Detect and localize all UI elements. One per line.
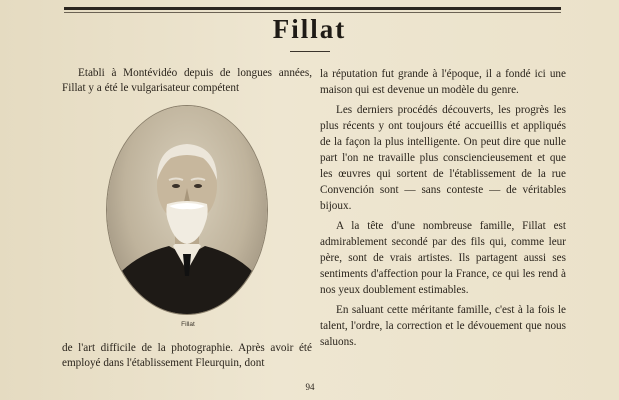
right-paragraph-4: En saluant cette méritante famille, c'est à la fois le talent, l'ordre, la correction et le dévouement que nous saluons. — [320, 304, 566, 348]
right-paragraph-1: la réputation fut grande à l'époque, il a fondé ici une maison qui est devenue un modèle du genre. — [320, 68, 566, 96]
left-column-intro — [62, 66, 312, 96]
page-number: 94 — [305, 382, 315, 392]
article-title: Fillat — [272, 14, 347, 44]
portrait-illustration — [107, 106, 267, 314]
portrait-photo — [107, 106, 267, 314]
header-rule-thick — [64, 7, 561, 10]
right-paragraph-2: Les derniers procédés découverts, les progrès les plus récents y ont toujours été accueillis et appliqués de la façon la plus intelligente. On peut dire que nulle part l'on ne travaille plus consciencieusement et que les œuvres qui sortent de l'établissement de la rue Convención sont — sans conteste — de véritables bijoux. — [320, 104, 566, 212]
header-rule-thin — [64, 12, 561, 13]
left-column-continued — [62, 341, 312, 371]
continued-paragraph: de l'art difficile de la photographie. Après avoir été employé dans l'établissement Fleurquin, dont — [62, 342, 312, 369]
portrait-caption: Fillat — [181, 321, 195, 328]
title-underline — [290, 51, 330, 52]
right-paragraph-3: A la tête d'une nombreuse famille, Fillat est admirablement secondé par des fils qui, comme leur père, sont de vrais artistes. Ils partagent aussi ses sentiments d'affection pour la France, ce qui les rend à nos yeux doublement estimables. — [320, 220, 566, 296]
intro-paragraph: Etabli à Montévidéo depuis de longues années, Fillat y a été le vulgarisateur compétent — [62, 67, 312, 94]
right-column — [320, 66, 566, 354]
